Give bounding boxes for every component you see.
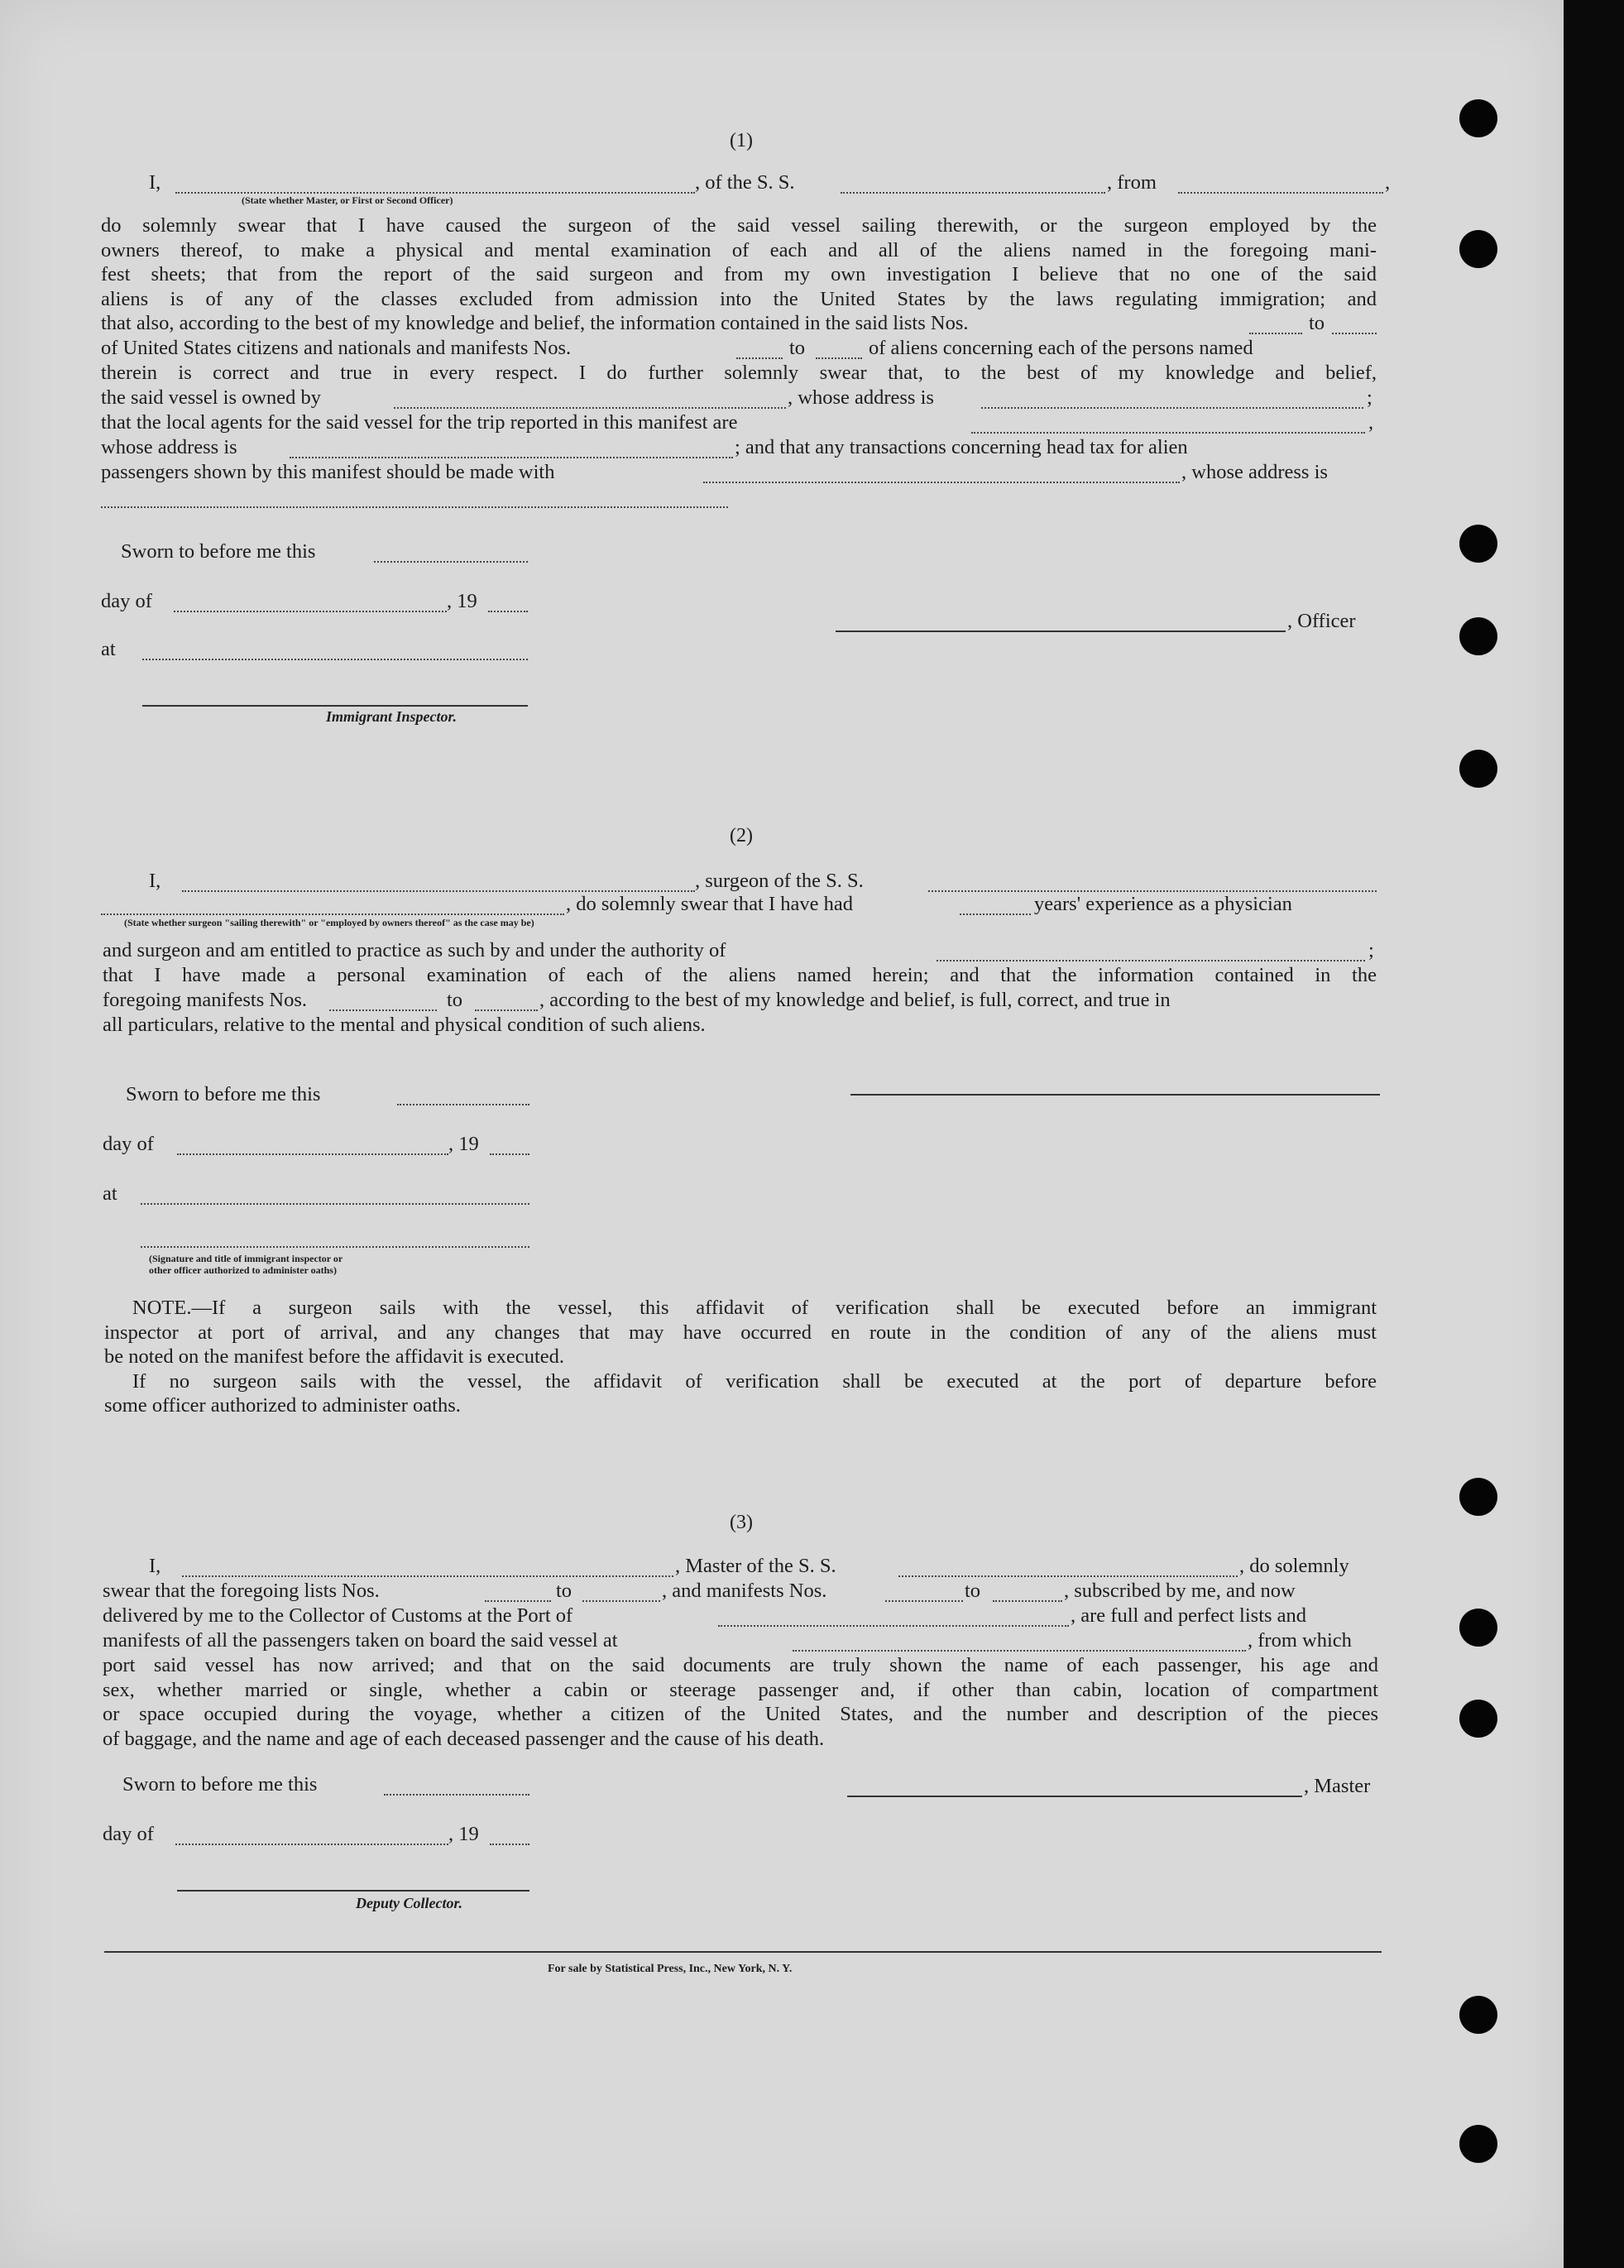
- s1-oath-text-2: [101, 361, 1377, 386]
- s1-line-11a: passengers shown by this manifest should be made with: [101, 461, 555, 483]
- s2-manifests-to-field[interactable]: [475, 1009, 538, 1011]
- s1-at-label: at: [101, 638, 116, 660]
- s3-port-field[interactable]: [718, 1625, 1069, 1627]
- s1-from-label: , from: [1107, 171, 1157, 194]
- s3-manifests-to-field[interactable]: [993, 1600, 1062, 1602]
- s3-master-label: , Master: [1304, 1775, 1371, 1797]
- s1-line-6a: of United States citizens and nationals and manifests Nos.: [101, 337, 572, 359]
- note-line-4: If no surgeon sails with the vessel, the affidavit of verification shall be executed at the port of departure before: [132, 1369, 1377, 1393]
- note-line-1: NOTE.—If a surgeon sails with the vessel, this affidavit of verification shall be executed before an immigrant: [132, 1297, 1377, 1319]
- punch-hole: [1459, 750, 1497, 788]
- punch-hole: [1459, 230, 1497, 268]
- s1-vessel-field[interactable]: [841, 192, 1105, 194]
- punch-hole: [1459, 2125, 1497, 2163]
- s1-year-field[interactable]: [488, 611, 528, 612]
- s1-year-label: , 19: [447, 590, 477, 612]
- s1-officer-label: , Officer: [1287, 610, 1356, 632]
- s3-year-label: , 19: [448, 1823, 479, 1845]
- s1-line-8b: , whose address is: [788, 386, 934, 409]
- s1-immigrant-inspector-label: Immigrant Inspector.: [326, 708, 457, 725]
- s2-line-1a: , do solemnly swear that I have had: [566, 893, 853, 915]
- s1-line-5b: to: [1309, 312, 1325, 334]
- s1-line-6b: to: [789, 337, 806, 359]
- s3-line-6: sex, whether married or single, whether a cabin or steerage passenger and, if other than cabin, location of compartment: [103, 1678, 1378, 1701]
- s2-line-4a: foregoing manifests Nos.: [103, 989, 307, 1011]
- s3-day-of-label: day of: [103, 1823, 154, 1845]
- s1-line-4: aliens is of any of the classes excluded from admission into the United States by the laws regulating immigration; and: [101, 287, 1377, 310]
- s1-agents-field[interactable]: [971, 432, 1365, 434]
- s1-lists-from-field[interactable]: [1249, 333, 1302, 334]
- s3-line-2d: to: [965, 1580, 981, 1602]
- s1-day-of-field[interactable]: [174, 611, 447, 612]
- s2-surgeon-signature-line[interactable]: [850, 1094, 1380, 1096]
- s3-sworn-field[interactable]: [384, 1794, 529, 1796]
- s3-line-2b: to: [556, 1580, 572, 1602]
- s1-at-field[interactable]: [142, 659, 528, 660]
- s3-i-label: I,: [149, 1555, 161, 1577]
- s1-lists-to-field[interactable]: [1332, 333, 1377, 334]
- s1-of-the-ss: , of the S. S.: [695, 171, 795, 194]
- s1-oath-text: [101, 213, 1377, 311]
- s1-owner-address-field[interactable]: [981, 407, 1363, 409]
- punch-hole: [1459, 99, 1497, 137]
- s1-comma: ,: [1385, 171, 1391, 194]
- s2-at-label: at: [103, 1182, 117, 1205]
- s3-line-2c: , and manifests Nos.: [662, 1580, 827, 1602]
- s1-sworn-field[interactable]: [374, 561, 528, 563]
- s2-year-label: , 19: [448, 1133, 479, 1155]
- section-1-number: (1): [730, 130, 753, 151]
- s2-at-field[interactable]: [141, 1203, 529, 1205]
- s3-line-3b: , are full and perfect lists and: [1071, 1604, 1307, 1627]
- s1-sworn-label: Sworn to before me this: [121, 540, 316, 563]
- s1-line-8a: the said vessel is owned by: [101, 386, 322, 409]
- s3-line-8: of baggage, and the name and age of each deceased passenger and the cause of his death.: [103, 1727, 825, 1750]
- s3-line-2a: swear that the foregoing lists Nos.: [103, 1580, 380, 1602]
- punch-hole: [1459, 617, 1497, 655]
- s3-sworn-label: Sworn to before me this: [122, 1773, 318, 1796]
- punch-hole: [1459, 1700, 1497, 1738]
- s3-year-field[interactable]: [490, 1844, 529, 1845]
- s1-line-7: therein is correct and true in every respect. I do further solemnly swear that, to the best of my knowledge and belief,: [101, 362, 1377, 384]
- s3-do-solemnly: , do solemnly: [1239, 1555, 1349, 1577]
- s1-line-2: owners thereof, to make a physical and mental examination of each and all of the aliens named in the foregoing mani-: [101, 238, 1377, 261]
- s2-surgeon-type-field[interactable]: [101, 913, 564, 915]
- s2-year-field[interactable]: [490, 1153, 529, 1155]
- s3-lists-from-field[interactable]: [485, 1600, 551, 1602]
- s2-line-4b: to: [447, 989, 463, 1011]
- punch-hole: [1459, 1478, 1497, 1516]
- s1-line-11b: , whose address is: [1181, 461, 1328, 483]
- section-3-number: (3): [730, 1512, 753, 1533]
- note-line-2: inspector at port of arrival, and any changes that may have occurred en route in the condition of any of the aliens must: [104, 1321, 1377, 1344]
- s1-line-9b: ,: [1368, 411, 1374, 434]
- s3-manifests-from-field[interactable]: [885, 1600, 963, 1602]
- s3-line-2e: , subscribed by me, and now: [1064, 1580, 1296, 1602]
- s1-line-5a: that also, according to the best of my knowledge and belief, the information contained in the said lists Nos.: [101, 312, 969, 334]
- s1-line-8c: ;: [1367, 386, 1372, 409]
- s1-i-label: I,: [149, 171, 161, 194]
- s2-years-field[interactable]: [960, 913, 1031, 915]
- s1-head-tax-address-field[interactable]: [101, 506, 728, 508]
- note-line-5: some officer authorized to administer oaths.: [104, 1394, 461, 1417]
- s1-state-whether-note: (State whether Master, or First or Second Officer): [242, 194, 453, 206]
- s2-line-2b: ;: [1368, 939, 1374, 961]
- s3-master-signature-line[interactable]: [847, 1796, 1302, 1797]
- s2-sworn-label: Sworn to before me this: [126, 1083, 321, 1105]
- s2-state-whether-note: (State whether surgeon "sailing therewith" or "employed by owners thereof" as the case may be): [124, 917, 534, 928]
- s3-day-of-field[interactable]: [175, 1844, 448, 1845]
- s1-officer-name-field[interactable]: [175, 192, 695, 194]
- punch-hole: [1459, 1996, 1497, 2034]
- s1-line-9a: that the local agents for the said vessel for the trip reported in this manifest are: [101, 411, 738, 434]
- s1-line-6c: of aliens concerning each of the persons named: [869, 337, 1253, 359]
- s3-lists-to-field[interactable]: [582, 1600, 660, 1602]
- s3-master-of: , Master of the S. S.: [675, 1555, 836, 1577]
- s2-signature-note-1: (Signature and title of immigrant inspector or: [149, 1253, 343, 1264]
- s1-agents-address-field[interactable]: [290, 457, 733, 458]
- s2-signature-field[interactable]: [141, 1246, 529, 1248]
- s3-vessel-field[interactable]: [898, 1575, 1238, 1577]
- s1-day-of-label: day of: [101, 590, 152, 612]
- s1-line-10b: ; and that any transactions concerning head tax for alien: [735, 436, 1188, 458]
- s2-line-4c: , according to the best of my knowledge and belief, is full, correct, and true in: [539, 989, 1171, 1011]
- footer-rule: [104, 1951, 1382, 1953]
- s1-from-field[interactable]: [1178, 192, 1383, 194]
- s3-line-7: or space occupied during the voyage, whether a citizen of the United States, and the number and description of the pieces: [103, 1703, 1378, 1725]
- s2-signature-note-2: other officer authorized to administer oaths): [149, 1264, 337, 1276]
- punch-hole: [1459, 1609, 1497, 1647]
- s1-officer-signature-line[interactable]: [836, 631, 1286, 632]
- section-2-number: (2): [730, 825, 753, 846]
- s3-deputy-collector-label: Deputy Collector.: [356, 1895, 462, 1911]
- s2-authority-field[interactable]: [937, 960, 1365, 961]
- s2-day-of-field[interactable]: [177, 1153, 448, 1155]
- s1-owner-field[interactable]: [394, 407, 786, 409]
- s2-line-5: all particulars, relative to the mental and physical condition of such aliens.: [103, 1014, 706, 1036]
- note-text: [104, 1296, 1377, 1418]
- s3-line-4b: , from which: [1248, 1629, 1352, 1652]
- s2-line-3: that I have made a personal examination of each of the aliens named herein; and that the information contained in the: [103, 964, 1377, 986]
- s3-line-4a: manifests of all the passengers taken on board the said vessel at: [103, 1629, 618, 1652]
- s3-collector-signature-line[interactable]: [177, 1890, 529, 1892]
- s2-surgeon-of: , surgeon of the S. S.: [695, 870, 864, 892]
- s1-manifests-to-field[interactable]: [816, 357, 862, 359]
- printer-credit: For sale by Statistical Press, Inc., New York, N. Y.: [548, 1963, 793, 1975]
- s1-manifests-from-field[interactable]: [736, 357, 783, 359]
- s3-oath-text: [103, 1653, 1378, 1751]
- s1-line-1: do solemnly swear that I have caused the surgeon of the said vessel sailing therewith, or the surgeon employed by the: [101, 214, 1377, 237]
- s2-i-label: I,: [149, 870, 161, 892]
- s3-master-name-field[interactable]: [182, 1575, 673, 1577]
- s1-inspector-signature-line[interactable]: [142, 705, 528, 707]
- s2-oath-text: [103, 963, 1377, 988]
- s1-line-3: fest sheets; that from the report of the said surgeon and from my own investigation I believe that no one of the said: [101, 263, 1377, 285]
- s3-line-3a: delivered by me to the Collector of Customs at the Port of: [103, 1604, 573, 1627]
- s2-line-1b: years' experience as a physician: [1034, 893, 1292, 915]
- s1-line-10a: whose address is: [101, 436, 237, 458]
- punch-hole: [1459, 525, 1497, 563]
- s2-day-of-label: day of: [103, 1133, 154, 1155]
- s3-boarded-at-field[interactable]: [793, 1650, 1246, 1652]
- note-line-3: be noted on the manifest before the affidavit is executed.: [104, 1345, 565, 1368]
- s2-sworn-field[interactable]: [397, 1104, 529, 1105]
- s3-line-5: port said vessel has now arrived; and that on the said documents are truly shown the name of each passenger, his age and: [103, 1654, 1378, 1676]
- s2-line-2a: and surgeon and am entitled to practice as such by and under the authority of: [103, 939, 726, 961]
- s1-head-tax-field[interactable]: [703, 482, 1180, 483]
- s2-manifests-from-field[interactable]: [329, 1009, 437, 1011]
